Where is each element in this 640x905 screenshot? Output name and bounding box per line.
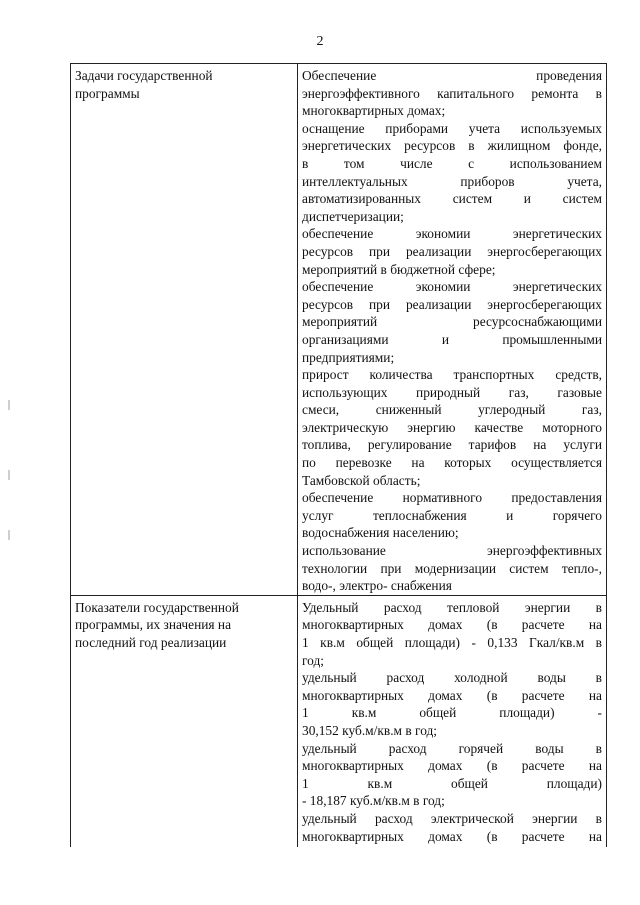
text-line: в том числе с использованием <box>302 155 602 171</box>
row-content-cell <box>298 595 607 847</box>
row-label-line: Задачи государственной <box>75 68 213 83</box>
text-line: интеллектуальных приборов учета, <box>302 173 602 189</box>
table-row-indicators <box>71 595 607 847</box>
table-row-tasks <box>71 64 607 596</box>
text-line: энергоэффективного капитального ремонта в <box>302 85 602 101</box>
text-line: 1 кв.м общей площади) - 0,133 Гкал/кв.м в <box>302 635 602 650</box>
text-line: мероприятий в бюджетной сфере; <box>302 261 496 277</box>
scan-artifact-mark <box>8 470 10 480</box>
text-line: энергетических ресурсов в жилищном фонде, <box>302 138 602 154</box>
text-line: по перевозке на которых осуществляется <box>302 455 602 471</box>
text-line: ресурсов при реализации энергосберегающих <box>302 296 602 312</box>
text-line: использование энергоэффективных <box>302 543 602 559</box>
text-line: многоквартирных домах (в расчете на <box>302 758 602 774</box>
text-line: прирост количества транспортных средств, <box>302 367 602 383</box>
text-line: многоквартирных домах (в расчете на <box>302 828 602 844</box>
scan-artifact-mark <box>8 530 10 540</box>
text-line: Тамбовской область; <box>302 472 421 488</box>
text-line: - 18,187 куб.м/кв.м в год; <box>302 793 445 809</box>
text-line: водоснабжения населению; <box>302 525 459 541</box>
row-content-cell <box>298 64 607 596</box>
row-label-line: программы <box>75 85 140 101</box>
text-line: автоматизированных систем и систем <box>302 191 602 207</box>
row-label-cell <box>71 64 298 596</box>
text-line: 1 кв.м общей площади) - <box>302 705 602 721</box>
text-line: оснащение приборами учета используемых <box>302 120 602 136</box>
text-line: обеспечение экономии энергетических <box>302 226 602 242</box>
row-label-cell <box>71 595 298 847</box>
text-line: удельный расход горячей воды в <box>302 740 602 756</box>
text-line: Обеспечение проведения <box>302 68 602 83</box>
row-label-line: программы, их значения на <box>75 617 232 633</box>
text-line: смеси, сниженный углеродный газ, <box>302 402 602 418</box>
program-passport-table <box>70 63 607 847</box>
text-line: предприятиями; <box>302 349 395 365</box>
scan-artifact-mark <box>8 400 10 410</box>
text-line: мероприятий ресурсоснабжающими <box>302 314 602 330</box>
text-line: топлива, регулирование тарифов на услуги <box>302 437 602 453</box>
text-line: использующих природный газ, газовые <box>302 384 602 400</box>
text-line: ресурсов при реализации энергосберегающих <box>302 243 602 259</box>
text-line: организациями и промышленными <box>302 331 602 347</box>
text-line: многоквартирных домах; <box>302 103 446 119</box>
text-line: 1 кв.м общей площади) <box>302 775 602 791</box>
text-line: год; <box>302 652 325 668</box>
text-line: удельный расход электрической энергии в <box>302 810 602 826</box>
row-label-line: Показатели государственной <box>75 599 239 615</box>
row-label-line: последний год реализации <box>75 635 227 650</box>
text-line: 30,152 куб.м/кв.м в год; <box>302 722 438 738</box>
text-line: обеспечение экономии энергетических <box>302 279 602 295</box>
text-line: технологии при модернизации систем тепло-, <box>302 560 602 576</box>
text-line: услуг теплоснабжения и горячего <box>302 507 602 523</box>
text-line: водо-, электро- снабжения <box>302 578 452 594</box>
text-line: диспетчеризации; <box>302 208 404 224</box>
text-line: электрическую энергию качестве моторного <box>302 419 602 435</box>
text-line: удельный расход холодной воды в <box>302 670 602 686</box>
text-line: многоквартирных домах (в расчете на <box>302 617 602 633</box>
page-number: 2 <box>316 34 324 49</box>
text-line: многоквартирных домах (в расчете на <box>302 687 602 703</box>
text-line: Удельный расход тепловой энергии в <box>302 599 602 615</box>
text-line: обеспечение нормативного предоставления <box>302 490 602 506</box>
